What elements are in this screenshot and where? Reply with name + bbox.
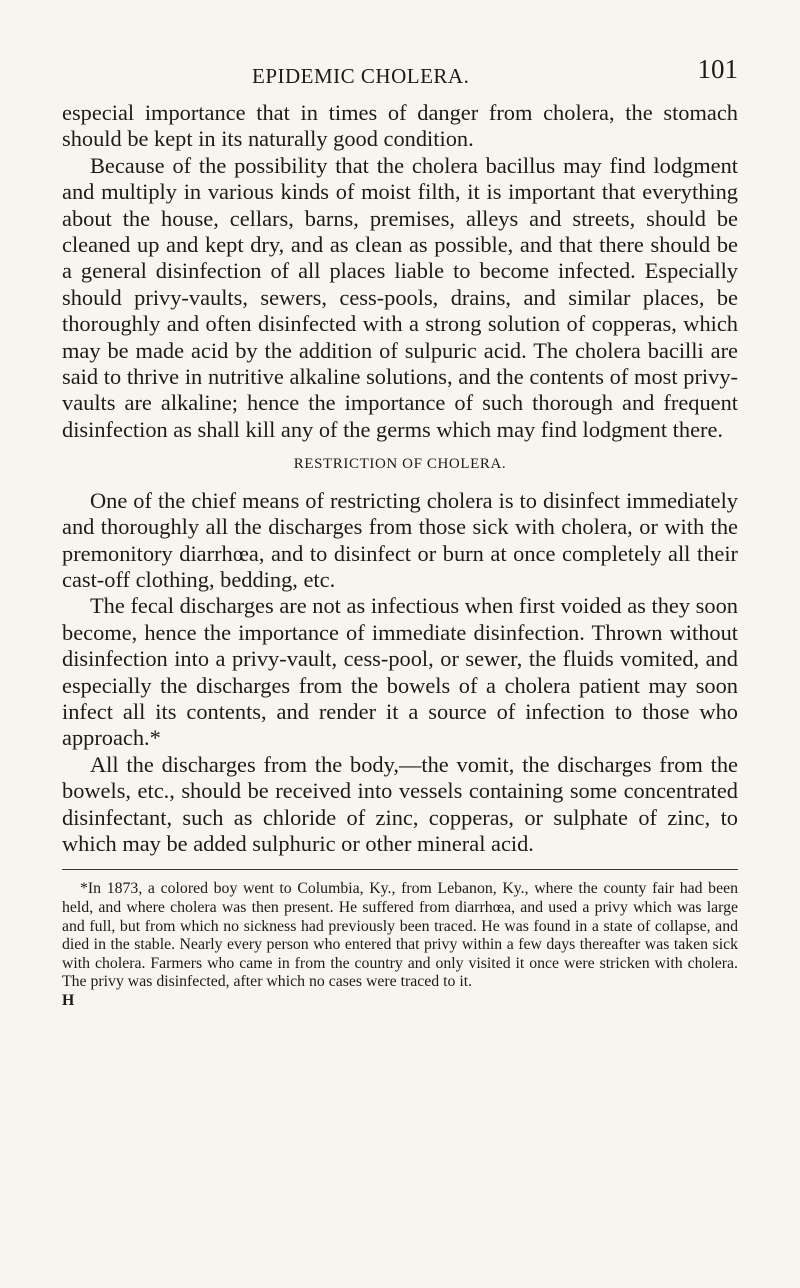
book-page bbox=[62, 48, 738, 1268]
footnote-signature: H bbox=[62, 991, 75, 1009]
paragraph-all-discharges: All the discharges from the body,—the vomit, the discharges from the bowels, etc., should be received into vessels containing some concentrated disinfectant, such as chloride of zinc, copperas, or sulphate of zinc, to which may be added sulphuric or other mineral acid. bbox=[62, 751, 738, 856]
running-head-title: EPIDEMIC CHOLERA. bbox=[252, 64, 470, 88]
main-text bbox=[62, 100, 738, 857]
running-head bbox=[62, 48, 738, 100]
paragraph-fecal-discharges: The fecal discharges are not as infectious when first voided as they soon become, hence the importance of immediate disinfection. Thrown without disinfection into a privy-vault, cess-pool, or sewer, the fluids vomited, and especially the discharges from the bowels of a cholera patient may soon infect all its contents, and render it a source of infection to those who approach.* bbox=[62, 593, 738, 751]
footnote-divider bbox=[62, 869, 738, 870]
footnote-block bbox=[62, 880, 738, 1010]
paragraph-continued: especial importance that in times of danger from cholera, the stomach should be kept in its naturally good condition. bbox=[62, 100, 738, 152]
paragraph-disinfection: Because of the possibility that the cholera bacillus may find lodgment and multiply in various kinds of moist filth, it is important that everything about the house, cellars, barns, premises, alleys and streets, should be cleaned up and kept dry, and as clean as possible, and that there should be a general disinfection of all places liable to become infected. Especially should privy-vaults, sewers, cess-pools, drains, and similar places, be thoroughly and often disinfected with a strong solution of copperas, which may be made acid by the addition of sulpuric acid. The cholera bacilli are said to thrive in nutritive alkaline solutions, and the contents of most privy-vaults are alkaline; hence the importance of such thorough and frequent disinfection as shall kill any of the germs which may find lodgment there. bbox=[62, 152, 738, 442]
section-heading: RESTRICTION OF CHOLERA. bbox=[293, 456, 507, 473]
page-number: 101 bbox=[697, 54, 738, 84]
paragraph-restriction-means: One of the chief means of restricting cholera is to disinfect immediately and thoroughly all the discharges from those sick with cholera, or with the premonitory diarrhœa, and to disinfect or burn at once completely all their cast-off clothing, bedding, etc. bbox=[62, 487, 738, 592]
footnote-text: *In 1873, a colored boy went to Columbia, Ky., from Lebanon, Ky., where the county fair had been held, and where cholera was then present. He suffered from diarrhœa, and used a privy which was large and full, but from which no sickness had previously been traced. He was found in a state of collapse, and died in the stable. Nearly every person who entered that privy within a few days thereafter was taken sick with cholera. Farmers who came in from the country and only visited it once were stricken with cholera. The privy was disinfected, after which no cases were traced to it. bbox=[62, 880, 738, 991]
